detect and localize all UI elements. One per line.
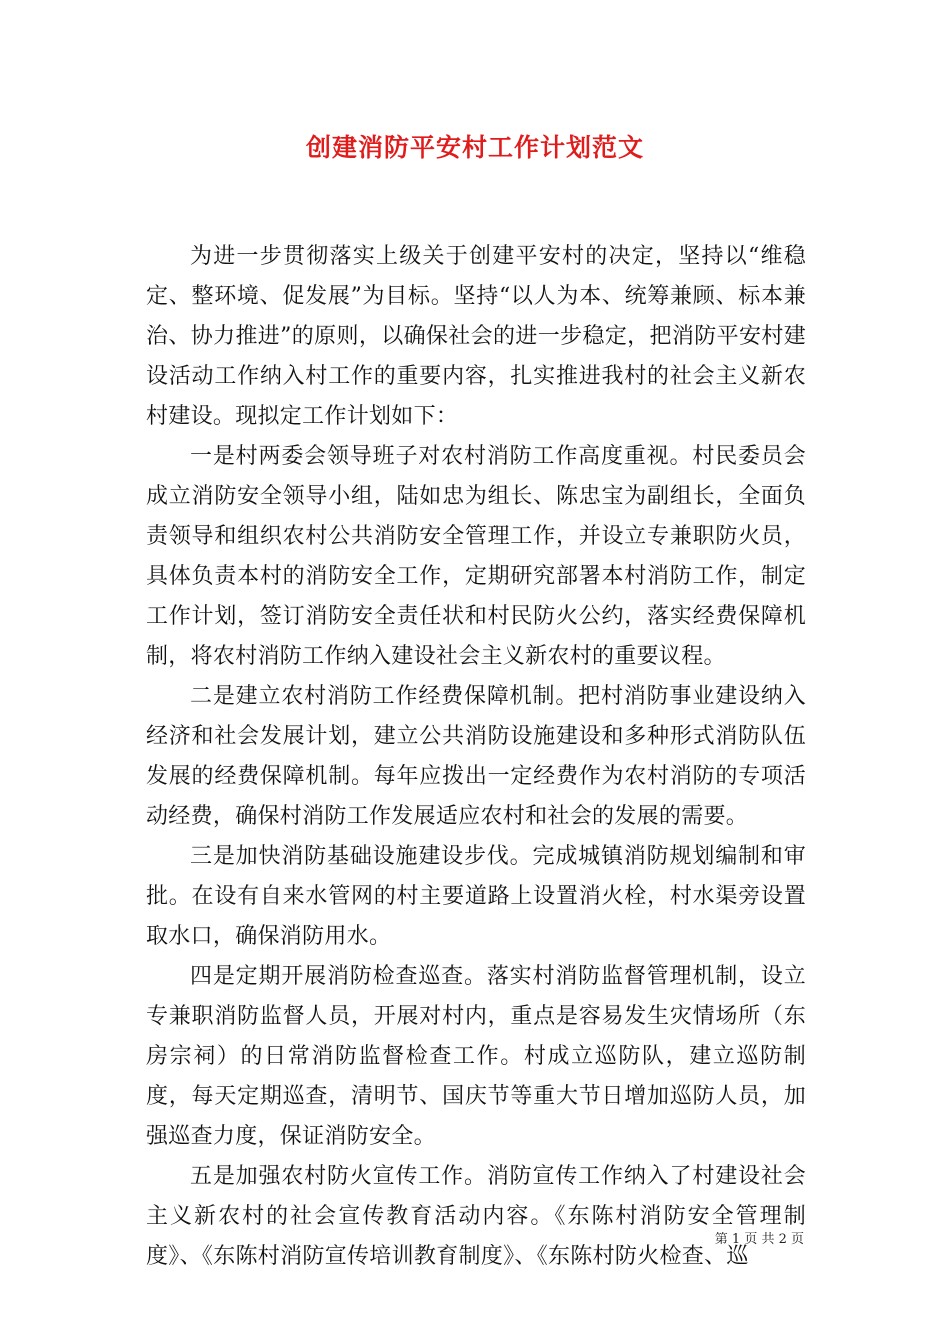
- document-body: [146, 237, 806, 1277]
- document-title: 创建消防平安村工作计划范文: [305, 133, 644, 162]
- paragraph-item-2: 二是建立农村消防工作经费保障机制。把村消防事业建设纳入经济和社会发展计划，建立公共消防设施建设和多种形式消防队伍发展的经费保障机制。每年应拨出一定经费作为农村消防的专项活动经费，确保村消防工作发展适应农村和社会的发展的需要。: [146, 684, 806, 829]
- paragraph-item-3: 三是加快消防基础设施建设步伐。完成城镇消防规划编制和审批。在设有自来水管网的村主要道路上设置消火栓，村水渠旁设置取水口，确保消防用水。: [146, 844, 806, 949]
- paragraph-intro: 为进一步贯彻落实上级关于创建平安村的决定，坚持以“维稳定、整环境、促发展”为目标。坚持“以人为本、统筹兼顾、标本兼治、协力推进”的原则，以确保社会的进一步稳定，把消防平安村建设活动工作纳入村工作的重要内容，扎实推进我村的社会主义新农村建设。现拟定工作计划如下：: [146, 244, 806, 429]
- paragraph-item-5: 五是加强农村防火宣传工作。消防宣传工作纳入了村建设社会主义新农村的社会宣传教育活动内容。《东陈村消防安全管理制度》、《东陈村消防宣传培训教育制度》、《东陈村防火检查、巡: [146, 1164, 806, 1269]
- paragraph-item-1: 一是村两委会领导班子对农村消防工作高度重视。村民委员会成立消防安全领导小组，陆如忠为组长、陈忠宝为副组长，全面负责领导和组织农村公共消防安全管理工作，并设立专兼职防火员，具体负责本村的消防安全工作，定期研究部署本村消防工作，制定工作计划，签订消防安全责任状和村民防火公约，落实经费保障机制，将农村消防工作纳入建设社会主义新农村的重要议程。: [146, 444, 806, 669]
- paragraph-item-4: 四是定期开展消防检查巡查。落实村消防监督管理机制，设立专兼职消防监督人员，开展对村内，重点是容易发生灾情场所（东房宗祠）的日常消防监督检查工作。村成立巡防队，建立巡防制度，每天定期巡查，清明节、国庆节等重大节日增加巡防人员，加强巡查力度，保证消防安全。: [146, 964, 806, 1149]
- page-number-footer: 第 1 页 共 2 页: [714, 1232, 804, 1247]
